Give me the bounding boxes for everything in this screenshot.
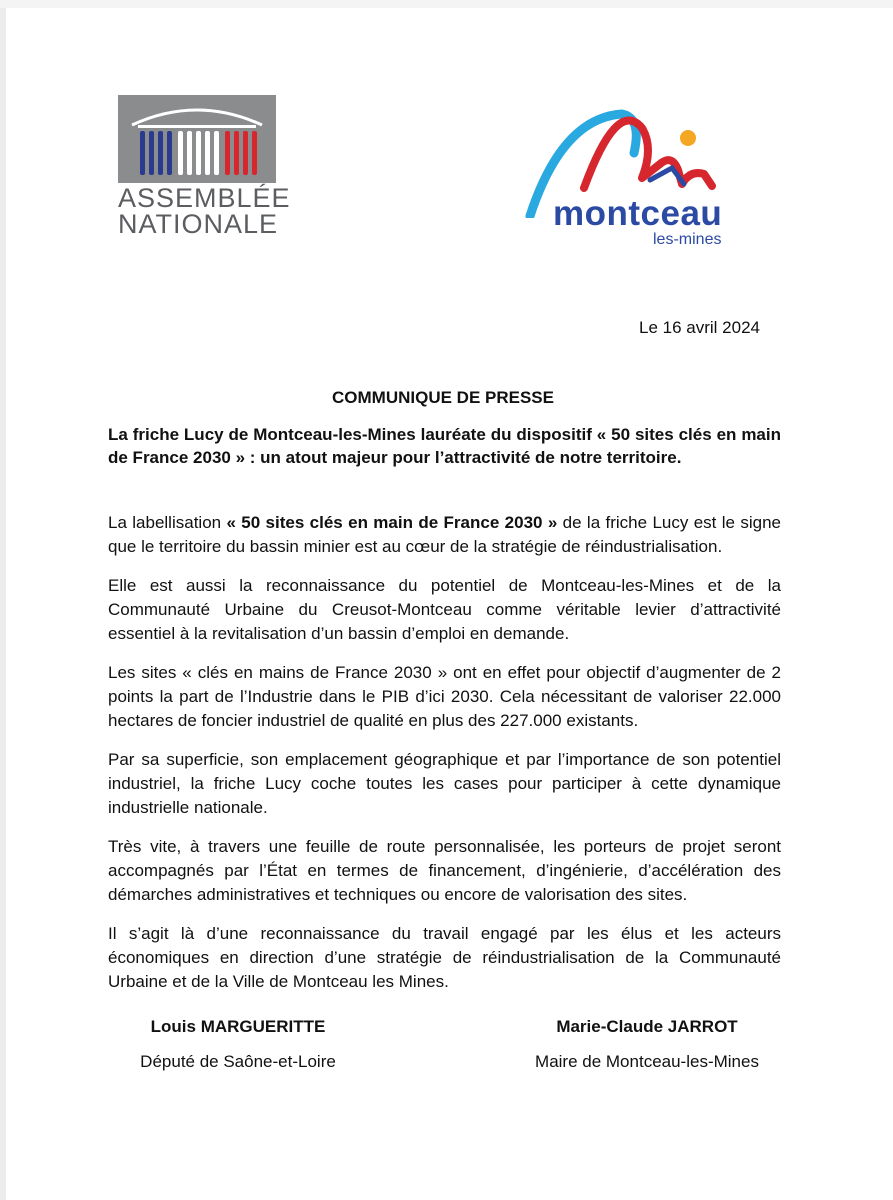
paragraph-5: Très vite, à travers une feuille de route personnalisée, les porteurs de projet seront accompagnés par l’État en termes de financement, d’ingénierie, d’accélération des démarches administratives et techniques ou encore de valorisation des sites.	[108, 837, 781, 904]
paragraph-1-label: « 50 sites clés en main de France 2030 »	[226, 513, 558, 532]
assemblee-logo-line2: NATIONALE	[118, 209, 279, 239]
assemblee-logo-line1: ASSEMBLÉE	[118, 183, 291, 213]
document-body	[108, 511, 781, 1009]
montceau-logo	[522, 108, 732, 253]
assemblee-nationale-logo	[118, 95, 291, 240]
paragraph-1	[108, 511, 781, 559]
signatory-name-right: Marie-Claude JARROT	[556, 1017, 738, 1036]
paragraph-3: Les sites « clés en mains de France 2030 » ont en effet pour objectif d’augmenter de 2 points la part de l’Industrie dans le PIB d’ici 2030. Cela nécessitant de valoriser 22.000 hectares de foncier industriel de qualité en plus des 227.000 existants.	[108, 663, 781, 730]
signatory-name-left: Louis MARGUERITTE	[150, 1017, 326, 1036]
signatory-role-right: Maire de Montceau-les-Mines	[535, 1052, 759, 1071]
montceau-logo-name: montceau	[553, 194, 723, 233]
paragraph-2: Elle est aussi la reconnaissance du potentiel de Montceau-les-Mines et de la Communauté Urbaine du Creusot-Montceau comme véritable levier d’attractivité essentiel à la revitalisation d’un bassin d’emploi en demande.	[108, 576, 781, 643]
montceau-logo-subtitle: les-mines	[653, 231, 722, 248]
signatory-role-left: Député de Saône-et-Loire	[140, 1052, 336, 1071]
hemicycle-icon	[118, 95, 276, 183]
paragraph-6: Il s’agit là d’une reconnaissance du travail engagé par les élus et les acteurs économiques en direction d’une stratégie de réindustrialisation de la Communauté Urbaine et de la Ville de Montceau les Mines.	[108, 924, 781, 991]
page-edge	[0, 0, 6, 1200]
page-edge-top	[0, 0, 893, 8]
document-date: Le 16 avril 2024	[639, 318, 760, 337]
document-title: COMMUNIQUE DE PRESSE	[332, 388, 554, 407]
document-subtitle: La friche Lucy de Montceau-les-Mines lauréate du dispositif « 50 sites clés en main de France 2030 » : un atout majeur pour l’attractivité de notre territoire.	[108, 425, 781, 467]
paragraph-4: Par sa superficie, son emplacement géographique et par l’importance de son potentiel industriel, la friche Lucy coche toutes les cases pour participer à cette dynamique industrielle nationale.	[108, 750, 781, 817]
paragraph-1-rest: de la friche Lucy est le signe que le territoire du bassin minier est au cœur de la stratégie de réindustrialisation.	[108, 513, 781, 556]
paragraph-1-intro: La labellisation	[108, 513, 227, 532]
